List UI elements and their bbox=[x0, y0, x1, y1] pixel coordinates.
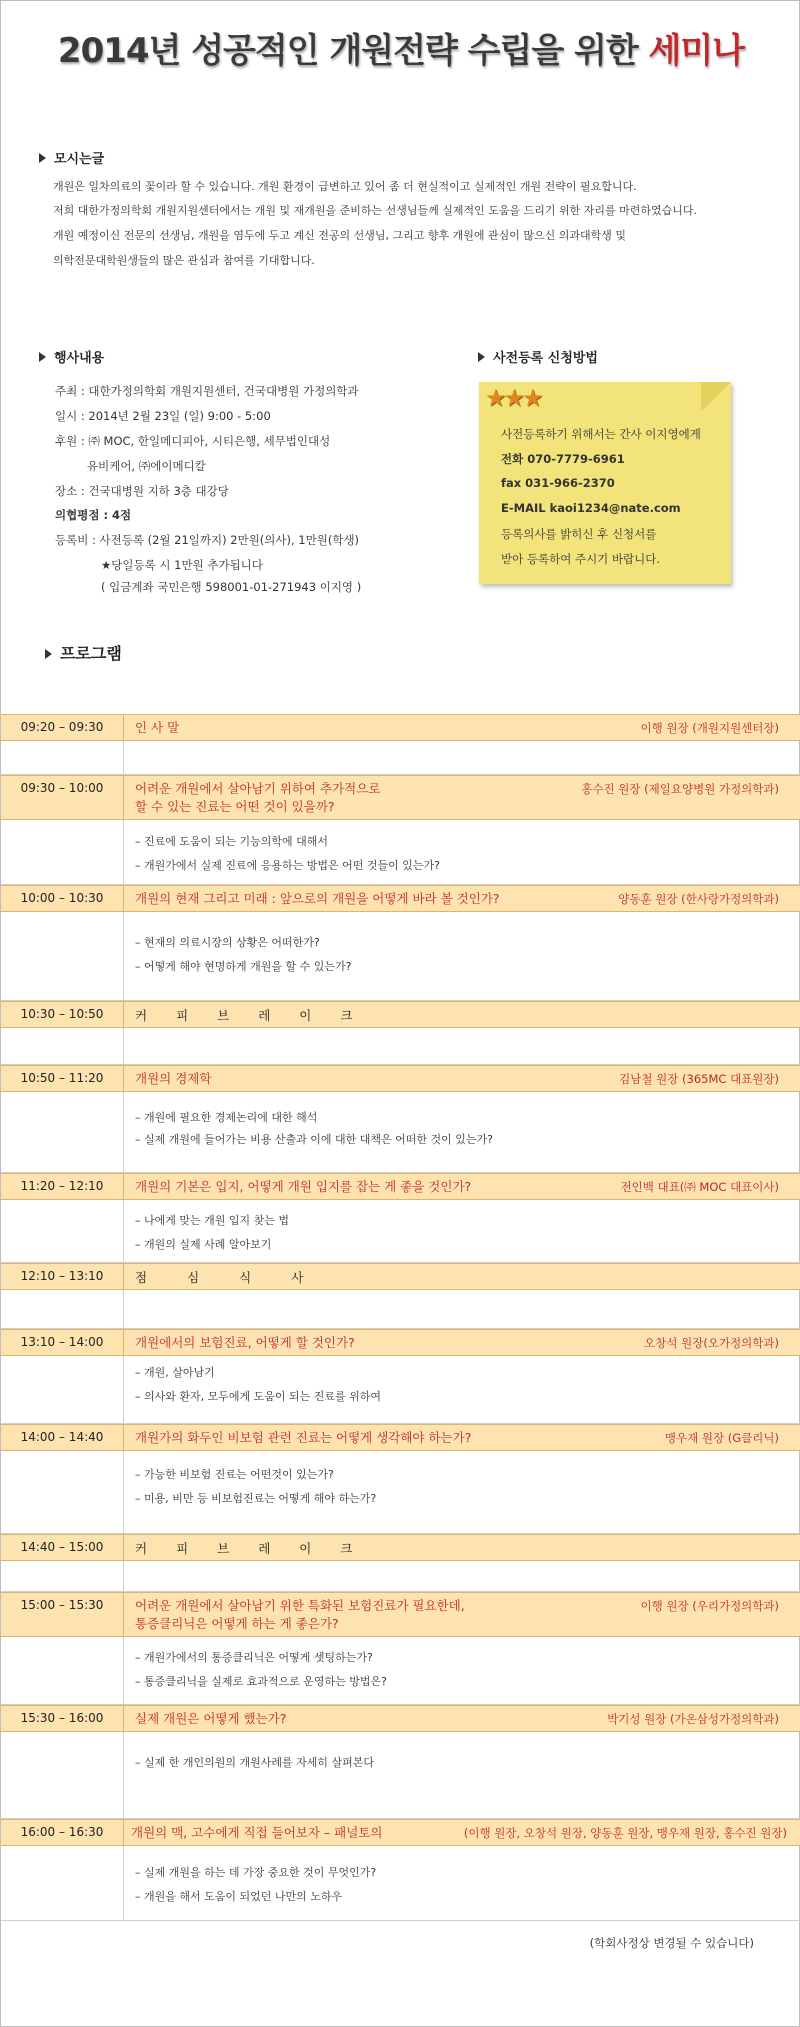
event-bank-account: ( 입금계좌 국민은행 598001-01-271943 이지영 ) bbox=[101, 580, 362, 594]
session-header-row bbox=[1, 1819, 800, 1846]
registration-email: E-MAIL kaoi1234@nate.com bbox=[501, 501, 681, 515]
schedule-footnote: (학회사정상 변경될 수 있습니다) bbox=[589, 1936, 754, 1950]
session-header-row bbox=[1, 1424, 800, 1451]
session-subtopic: – 의사와 환자, 모두에게 도움이 되는 진료를 위하여 bbox=[135, 1390, 381, 1403]
session-topic: 개원의 기본은 입지, 어떻게 개원 입지를 잡는 게 좋을 것인가? bbox=[135, 1179, 472, 1194]
title-accent: 세미나 bbox=[648, 31, 745, 71]
event-fee-onsite: ★당일등록 시 1만원 추가됩니다 bbox=[101, 558, 263, 572]
triangle-bullet-icon bbox=[45, 649, 52, 659]
session-detail-row bbox=[1, 741, 800, 775]
lunch-label: 점심식사 bbox=[135, 1270, 344, 1285]
session-topic-cont: 할 수 있는 진료는 어떤 것이 있을까? bbox=[135, 799, 335, 814]
session-header-row bbox=[1, 1173, 800, 1200]
event-date: 일시 : 2014년 2월 23일 (일) 9:00 - 5:00 bbox=[55, 409, 271, 423]
session-time: 14:00 – 14:40 bbox=[20, 1430, 104, 1444]
registration-line: 받아 등록하여 주시기 바랍니다. bbox=[501, 552, 661, 566]
session-header-row bbox=[1, 1263, 800, 1290]
session-header-row bbox=[1, 1705, 800, 1732]
session-time: 16:00 – 16:30 bbox=[20, 1825, 104, 1839]
event-venue: 장소 : 건국대병원 지하 3층 대강당 bbox=[55, 484, 229, 498]
session-speaker: 박기성 원장 (가온삼성가정의학과) bbox=[607, 1712, 779, 1726]
event-host: 주최 : 대한가정의학회 개원지원센터, 건국대병원 가정의학과 bbox=[55, 384, 359, 398]
session-topic: 어려운 개원에서 살아남기 위한 특화된 보험진료가 필요한데, bbox=[135, 1598, 465, 1613]
session-subtopic: – 개원, 살아남기 bbox=[135, 1366, 215, 1379]
program-heading: 프로그램 bbox=[45, 641, 122, 664]
session-header-row bbox=[1, 1592, 800, 1637]
session-subtopic: – 실제 한 개인의원의 개원사례를 자세히 살펴본다 bbox=[135, 1756, 374, 1769]
session-speaker: 홍수진 원장 (제일요양병원 가정의학과) bbox=[581, 782, 779, 796]
session-detail-row bbox=[1, 1561, 800, 1592]
session-topic: 어려운 개원에서 살아남기 위하여 추가적으로 bbox=[135, 781, 381, 796]
session-detail-row bbox=[1, 912, 800, 1001]
session-header-row bbox=[1, 1001, 800, 1028]
session-header-row bbox=[1, 775, 800, 820]
greeting-line: 저희 대한가정의학회 개원지원센터에서는 개원 및 재개원을 준비하는 선생님들께 실제적인 도움을 드리기 위한 자리를 마련하였습니다. bbox=[53, 204, 698, 217]
stars-icon: ★★★ bbox=[485, 384, 541, 412]
session-detail-row bbox=[1, 1637, 800, 1705]
page-fold-icon bbox=[701, 382, 731, 412]
session-detail-row bbox=[1, 820, 800, 885]
session-detail-row bbox=[1, 1451, 800, 1534]
greeting-line: 개원은 일차의료의 꽃이라 할 수 있습니다. 개원 환경이 급변하고 있어 좀 더 현실적이고 실제적인 개원 전략이 필요합니다. bbox=[53, 180, 637, 193]
session-subtopic: – 통증클리닉을 실제로 효과적으로 운영하는 방법은? bbox=[135, 1675, 387, 1688]
event-fee: 등록비 : 사전등록 (2월 21일까지) 2만원(의사), 1만원(학생) bbox=[55, 533, 360, 547]
session-speaker: (이행 원장, 오창석 원장, 양동훈 원장, 맹우재 원장, 홍수진 원장) bbox=[463, 1826, 787, 1840]
session-subtopic: – 실제 개원에 들어가는 비용 산출과 이에 대한 대책은 어떠한 것이 있는가? bbox=[135, 1133, 493, 1146]
session-subtopic: – 어떻게 해야 현명하게 개원을 할 수 있는가? bbox=[135, 960, 352, 973]
event-credit: 의협평점 : 4점 bbox=[55, 508, 132, 522]
session-detail-row bbox=[1, 1200, 800, 1263]
registration-heading: 사전등록 신청방법 bbox=[478, 347, 598, 366]
session-speaker: 오창석 원장(오가정의학과) bbox=[644, 1336, 779, 1350]
greeting-heading: 모시는글 bbox=[39, 148, 104, 167]
sticky-note bbox=[479, 382, 731, 584]
session-topic: 개원가의 화두인 비보험 관련 진료는 어떻게 생각해야 하는가? bbox=[135, 1430, 472, 1445]
session-subtopic: – 현재의 의료시장의 상황은 어떠한가? bbox=[135, 936, 320, 949]
session-time: 11:20 – 12:10 bbox=[20, 1179, 104, 1193]
session-subtopic: – 개원가에서 실제 진료에 응용하는 방법은 어떤 것들이 있는가? bbox=[135, 859, 440, 872]
session-time: 15:00 – 15:30 bbox=[20, 1598, 104, 1612]
session-time: 13:10 – 14:00 bbox=[20, 1335, 104, 1349]
session-time: 10:50 – 11:20 bbox=[20, 1071, 104, 1085]
session-topic: 개원의 맥, 고수에게 직접 들어보자 – 패널토의 bbox=[131, 1825, 383, 1840]
session-header-row bbox=[1, 1329, 800, 1356]
session-subtopic: – 개원을 해서 도움이 되었던 나만의 노하우 bbox=[135, 1890, 343, 1903]
session-speaker: 전인백 대표(㈜ MOC 대표이사) bbox=[620, 1180, 779, 1194]
session-speaker: 김남철 원장 (365MC 대표원장) bbox=[619, 1072, 779, 1086]
session-time: 14:40 – 15:00 bbox=[20, 1540, 104, 1554]
session-detail-row bbox=[1, 1028, 800, 1065]
registration-phone: 전화 070-7779-6961 bbox=[501, 452, 625, 466]
registration-line: 등록의사를 밝히신 후 신청서를 bbox=[501, 527, 657, 541]
greeting-line: 의학전문대학원생들의 많은 관심과 참여를 기대합니다. bbox=[53, 254, 315, 267]
session-detail-row bbox=[1, 1356, 800, 1424]
session-header-row bbox=[1, 1534, 800, 1561]
coffee-break-label: 커피브레이크 bbox=[135, 1008, 382, 1023]
session-subtopic: – 미용, 비만 등 비보험진료는 어떻게 해야 하는가? bbox=[135, 1492, 377, 1505]
session-subtopic: – 개원의 실제 사례 알아보기 bbox=[135, 1238, 272, 1251]
greeting-line: 개원 예정이신 전문의 선생님, 개원을 염두에 두고 계신 전공의 선생님, 그리고 향후 개원에 관심이 많으신 의과대학생 및 bbox=[53, 229, 626, 242]
session-detail-row bbox=[1, 1846, 800, 1921]
session-subtopic: – 개원가에서의 통증클리닉은 어떻게 셋팅하는가? bbox=[135, 1651, 373, 1664]
session-topic: 개원에서의 보험진료, 어떻게 할 것인가? bbox=[135, 1335, 355, 1350]
triangle-bullet-icon bbox=[478, 352, 485, 362]
session-header-row bbox=[1, 714, 800, 741]
session-subtopic: – 진료에 도움이 되는 기능의학에 대해서 bbox=[135, 835, 328, 848]
session-header-row bbox=[1, 885, 800, 912]
program-schedule bbox=[1, 714, 800, 1921]
session-header-row bbox=[1, 1065, 800, 1092]
session-speaker: 이행 원장 (개원지원센터장) bbox=[640, 721, 779, 735]
event-heading: 행사내용 bbox=[39, 347, 104, 366]
session-time: 09:30 – 10:00 bbox=[20, 781, 104, 795]
session-topic: 인 사 말 bbox=[135, 720, 180, 735]
coffee-break-label: 커피브레이크 bbox=[135, 1541, 382, 1556]
session-time: 09:20 – 09:30 bbox=[20, 720, 104, 734]
registration-line: 사전등록하기 위해서는 간사 이지영에게 bbox=[501, 427, 701, 441]
session-subtopic: – 개원에 필요한 경제논리에 대한 해석 bbox=[135, 1111, 318, 1124]
session-topic: 개원의 경제학 bbox=[135, 1071, 212, 1086]
session-topic-cont: 통증클리닉은 어떻게 하는 게 좋은가? bbox=[135, 1616, 339, 1631]
registration-fax: fax 031-966-2370 bbox=[501, 476, 615, 490]
session-topic: 실제 개원은 어떻게 했는가? bbox=[135, 1711, 287, 1726]
session-time: 15:30 – 16:00 bbox=[20, 1711, 104, 1725]
session-topic: 개원의 현재 그리고 미래 : 앞으로의 개원을 어떻게 바라 볼 것인가? bbox=[135, 891, 500, 906]
session-subtopic: – 실제 개원을 하는 데 가장 중요한 것이 무엇인가? bbox=[135, 1866, 377, 1879]
event-sponsor: 후원 : ㈜ MOC, 한일메디피아, 시티은행, 세무법인대성 bbox=[55, 434, 331, 448]
session-detail-row bbox=[1, 1290, 800, 1329]
session-time: 10:00 – 10:30 bbox=[20, 891, 104, 905]
session-speaker: 맹우재 원장 (G클리닉) bbox=[664, 1431, 779, 1445]
event-sponsor-cont: 유비케어, ㈜에이메디칼 bbox=[87, 459, 206, 473]
session-detail-row bbox=[1, 1092, 800, 1173]
session-subtopic: – 가능한 비보험 진료는 어떤것이 있는가? bbox=[135, 1468, 334, 1481]
triangle-bullet-icon bbox=[39, 153, 46, 163]
triangle-bullet-icon bbox=[39, 352, 46, 362]
title-main: 2014년 성공적인 개원전략 수립을 위한 bbox=[57, 31, 638, 71]
page-title bbox=[1, 23, 800, 72]
session-time: 12:10 – 13:10 bbox=[20, 1269, 104, 1283]
session-time: 10:30 – 10:50 bbox=[20, 1007, 104, 1021]
session-detail-row bbox=[1, 1732, 800, 1819]
session-speaker: 이행 원장 (우리가정의학과) bbox=[640, 1599, 779, 1613]
session-subtopic: – 나에게 맞는 개원 입지 찾는 법 bbox=[135, 1214, 289, 1227]
session-speaker: 양동훈 원장 (한사랑가정의학과) bbox=[618, 892, 779, 906]
